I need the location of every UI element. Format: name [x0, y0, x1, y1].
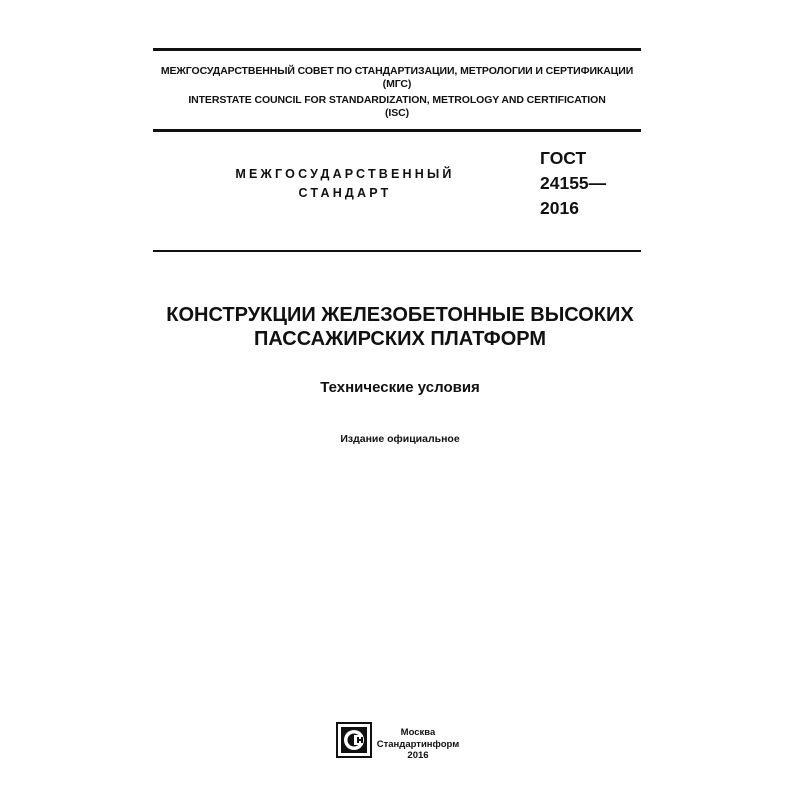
document-title-line1: КОНСТРУКЦИИ ЖЕЛЕЗОБЕТОННЫЕ ВЫСОКИХ — [166, 304, 634, 326]
publisher-city: Москва — [400, 727, 436, 738]
publisher-name: Стандартинформ — [376, 738, 460, 750]
top-rule — [153, 48, 641, 51]
document-subtitle: Технические условия — [320, 379, 480, 396]
gost-number: 24155— — [540, 173, 607, 193]
council-en-abbr: (ISC) — [385, 107, 409, 119]
standard-label-line1: МЕЖГОСУДАРСТВЕННЫЙ — [235, 167, 455, 181]
gost-prefix: ГОСТ — [540, 148, 587, 168]
publisher-block — [376, 727, 460, 762]
document-title-line2: ПАССАЖИРСКИХ ПЛАТФОРМ — [253, 328, 547, 350]
council-ru-abbr: (МГС) — [382, 78, 412, 90]
standartinform-logo-icon — [336, 722, 372, 758]
council-ru-name: МЕЖГОСУДАРСТВЕННЫЙ СОВЕТ ПО СТАНДАРТИЗАЦИИ, МЕТРОЛОГИИ И СЕРТИФИКАЦИИ — [160, 65, 634, 77]
header-bottom-rule — [153, 129, 641, 132]
publisher-year: 2016 — [407, 750, 429, 761]
standard-label-line2: СТАНДАРТ — [298, 186, 392, 200]
designation-bottom-rule — [153, 250, 641, 252]
gost-year: 2016 — [540, 198, 579, 218]
council-en-name: INTERSTATE COUNCIL FOR STANDARDIZATION, METROLOGY AND CERTIFICATION — [188, 94, 606, 106]
edition-label: Издание официальное — [340, 433, 460, 445]
